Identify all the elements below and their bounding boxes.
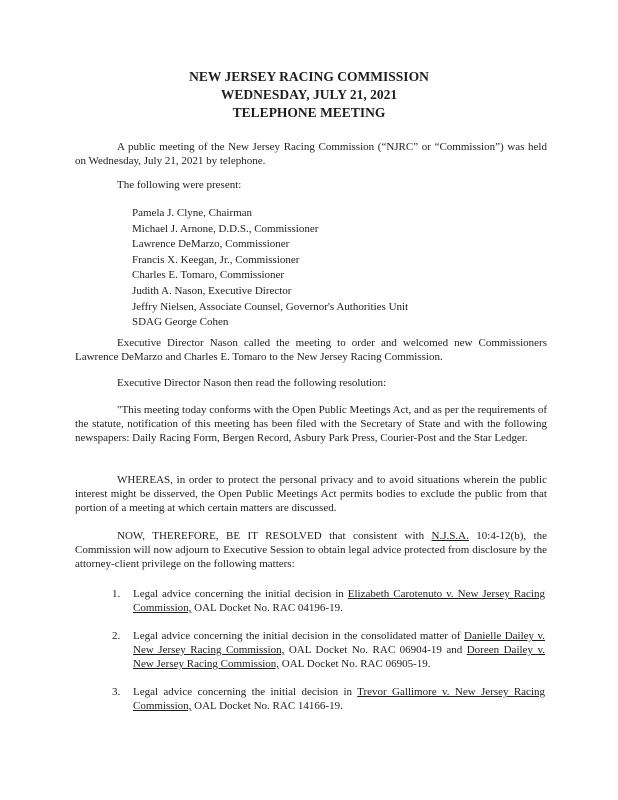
opma-paragraph: "This meeting today conforms with the Open Public Meetings Act, and as per the requirements of the statute, notification of this meeting has been filed with the Secretary of State and with the following newspapers: Daily Racing Form, Bergen Record, Asbury Park Press, Courier-Post and the Star Ledger. — [75, 404, 547, 444]
matter-text: Legal advice concerning the initial decision in — [133, 686, 358, 698]
call-to-order-paragraph: Executive Director Nason called the meeting to order and welcomed new Commissioners Lawrence DeMarzo and Charles E. Tomaro to the New Jersey Racing Commission. — [75, 337, 547, 363]
attendee: Judith A. Nason, Executive Director — [132, 284, 292, 297]
statute-citation: N.J.S.A. — [431, 530, 469, 542]
matter-docket: OAL Docket No. RAC 04196-19. — [191, 602, 343, 614]
whereas-paragraph: WHEREAS, in order to protect the personal privacy and to avoid situations wherein the public interest might be disserved, the Open Public Meetings Act permits bodies to exclude the public from that portion of a meeting at which certain matters are discussed. — [75, 474, 547, 514]
matter-number: 3. — [112, 686, 121, 698]
attendee: Francis X. Keegan, Jr., Commissioner — [132, 253, 300, 266]
matter-text: Legal advice concerning the initial decision in — [133, 588, 348, 600]
resolved-paragraph — [75, 529, 547, 571]
attendee: Pamela J. Clyne, Chairman — [132, 207, 253, 219]
matter-number: 2. — [112, 630, 121, 642]
matter-docket: OAL Docket No. RAC 14166-19. — [191, 700, 343, 712]
attendee-list — [132, 206, 408, 331]
matter-docket: OAL Docket No. RAC 06904-19 and — [284, 644, 467, 656]
matter-number: 1. — [112, 588, 121, 600]
heading-meeting-type: TELEPHONE MEETING — [232, 105, 386, 120]
attendee: Jeffry Nielsen, Associate Counsel, Governor's Authorities Unit — [132, 300, 409, 313]
heading-commission: NEW JERSEY RACING COMMISSION — [189, 69, 429, 84]
case-title: Danielle Dailey v. New Jersey Racing Commission, — [133, 630, 546, 656]
matter-item — [133, 587, 545, 615]
attendee: Michael J. Arnone, D.D.S., Commissioner — [132, 222, 319, 235]
case-title: Elizabeth Carotenuto v. New Jersey Racing Commission, — [133, 588, 545, 614]
attendee: SDAG George Cohen — [132, 316, 229, 329]
matter-item — [133, 685, 545, 713]
resolved-text-pre: NOW, THEREFORE, BE IT RESOLVED that consistent with — [117, 530, 432, 542]
matter-item — [133, 629, 545, 671]
attendee: Charles E. Tomaro, Commissioner — [132, 269, 285, 282]
case-title: Doreen Dailey v. New Jersey Racing Commission, — [133, 644, 545, 670]
matter-text: Legal advice concerning the initial decision in the consolidated matter of — [133, 630, 465, 642]
matter-docket: OAL Docket No. RAC 06905-19. — [279, 658, 431, 670]
intro-paragraph: A public meeting of the New Jersey Racing Commission (“NJRC” or “Commission”) was held on Wednesday, July 21, 2021 by telephone. — [75, 141, 547, 167]
present-label: The following were present: — [117, 179, 242, 191]
attendee: Lawrence DeMarzo, Commissioner — [132, 238, 290, 251]
resolved-text-post: 10:4-12(b), the Commission will now adjourn to Executive Session to obtain legal advice protected from disclosure by the attorney-client privilege on the following matters: — [75, 530, 548, 570]
resolution-intro: Executive Director Nason then read the following resolution: — [117, 377, 387, 389]
heading-date: WEDNESDAY, JULY 21, 2021 — [220, 87, 398, 102]
case-title: Trevor Gallimore v. New Jersey Racing Commission, — [133, 686, 545, 712]
